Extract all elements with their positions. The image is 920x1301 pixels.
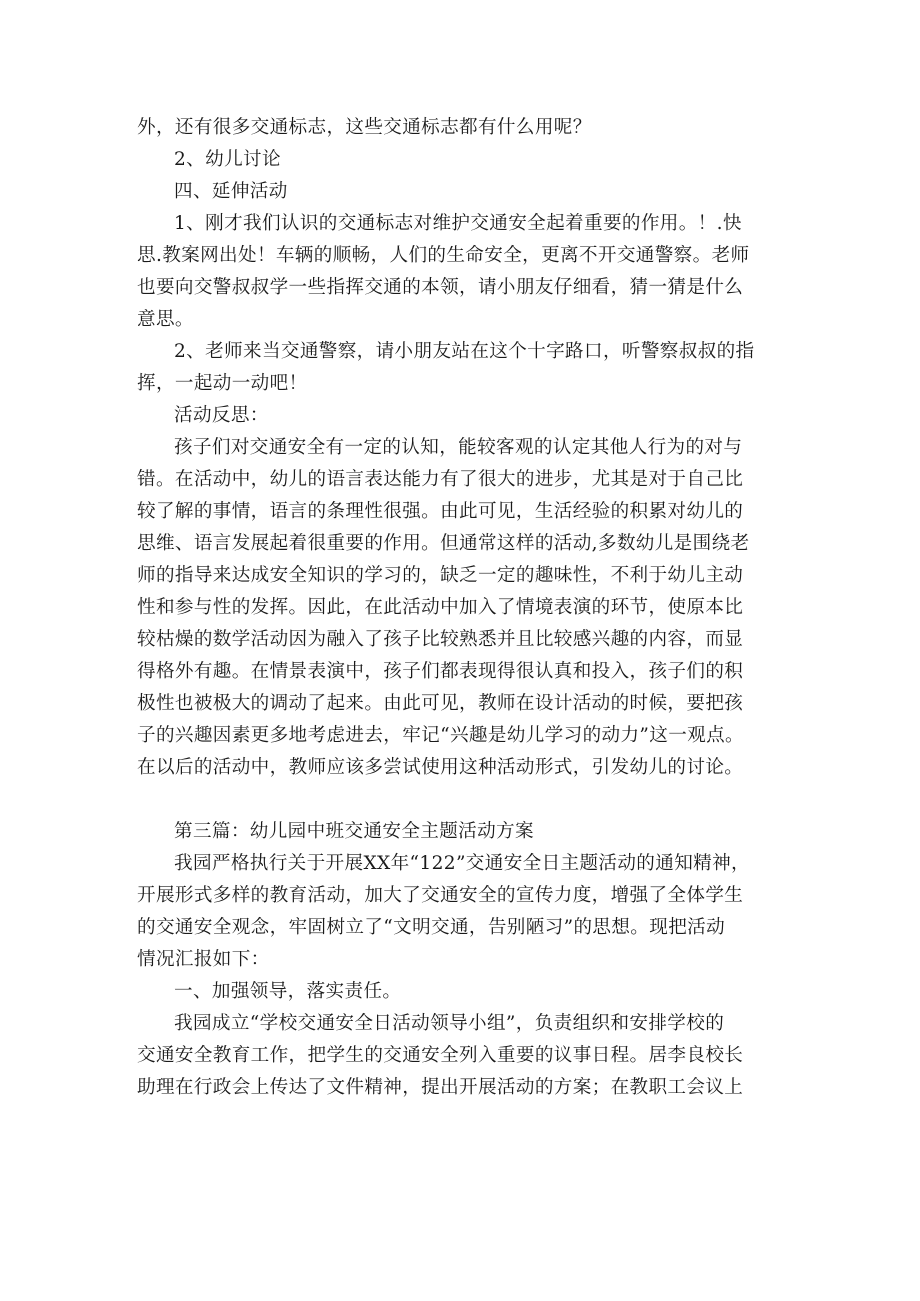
text-line: 错。在活动中，幼儿的语言表达能力有了很大的进步，尤其是对于自己比: [137, 469, 744, 490]
text-line: 较枯燥的数学活动因为融入了孩子比较熟悉并且比较感兴趣的内容，而显: [137, 629, 744, 650]
text-line: 交通安全教育工作，把学生的交通安全列入重要的议事日程。居李良校长: [137, 1045, 744, 1066]
text-line: 2、老师来当交通警察，请小朋友站在这个十字路口，听警察叔叔的指: [174, 341, 755, 362]
text-line: 思维、语言发展起着很重要的作用。但通常这样的活动,多数幼儿是围绕老: [137, 533, 750, 554]
text-line: 情况汇报如下：: [137, 949, 270, 970]
text-line: 在以后的活动中，教师应该多尝试使用这种活动形式，引发幼儿的讨论。: [137, 757, 744, 778]
text-line: 1、刚才我们认识的交通标志对维护交通安全起着重要的作用。！.快: [174, 213, 742, 234]
text-line: 师的指导来达成安全知识的学习的，缺乏一定的趣味性，不利于幼儿主动: [137, 565, 744, 586]
text-line: 我园严格执行关于开展XX年“122”交通安全日主题活动的通知精神，: [174, 853, 750, 874]
text-line: 挥，一起动一动吧！: [137, 373, 308, 394]
paragraph-gap: [137, 784, 797, 816]
text-line: 意思。: [137, 309, 194, 330]
text-line: 一、加强领导，落实责任。: [174, 981, 402, 1002]
text-line: 助理在行政会上传达了文件精神，提出开展活动的方案；在教职工会议上: [137, 1077, 744, 1098]
text-line: 2、幼儿讨论: [174, 149, 281, 170]
text-line: 的交通安全观念，牢固树立了“文明交通，告别陋习”的思想。现把活动: [137, 917, 726, 938]
text-line: 也要向交警叔叔学一些指挥交通的本领，请小朋友仔细看，猜一猜是什么: [137, 277, 744, 298]
text-line: 子的兴趣因素更多地考虑进去，牢记“兴趣是幼儿学习的动力”这一观点。: [137, 725, 744, 746]
text-line: 开展形式多样的教育活动，加大了交通安全的宣传力度，增强了全体学生: [137, 885, 744, 906]
text-line: 思.教案网出处！车辆的顺畅，人们的生命安全，更离不开交通警察。老师: [137, 245, 750, 266]
text-line: 极性也被极大的调动了起来。由此可见，教师在设计活动的时候，要把孩: [137, 693, 744, 714]
text-line: 外，还有很多交通标志，这些交通标志都有什么用呢？: [137, 117, 592, 138]
text-line: 得格外有趣。在情景表演中，孩子们都表现得很认真和投入，孩子们的积: [137, 661, 744, 682]
document-body: [137, 112, 797, 1104]
text-line: 四、延伸活动: [174, 181, 288, 202]
text-line: 较了解的事情，语言的条理性很强。由此可见，生活经验的积累对幼儿的: [137, 501, 744, 522]
text-line: 我园成立“学校交通安全日活动领导小组”，负责组织和安排学校的: [174, 1013, 725, 1034]
text-line: 第三篇：幼儿园中班交通安全主题活动方案: [174, 821, 534, 842]
text-line: 活动反思：: [174, 405, 269, 426]
text-line: 孩子们对交通安全有一定的认知，能较客观的认定其他人行为的对与: [174, 437, 743, 458]
text-line: 性和参与性的发挥。因此，在此活动中加入了情境表演的环节，使原本比: [137, 597, 744, 618]
